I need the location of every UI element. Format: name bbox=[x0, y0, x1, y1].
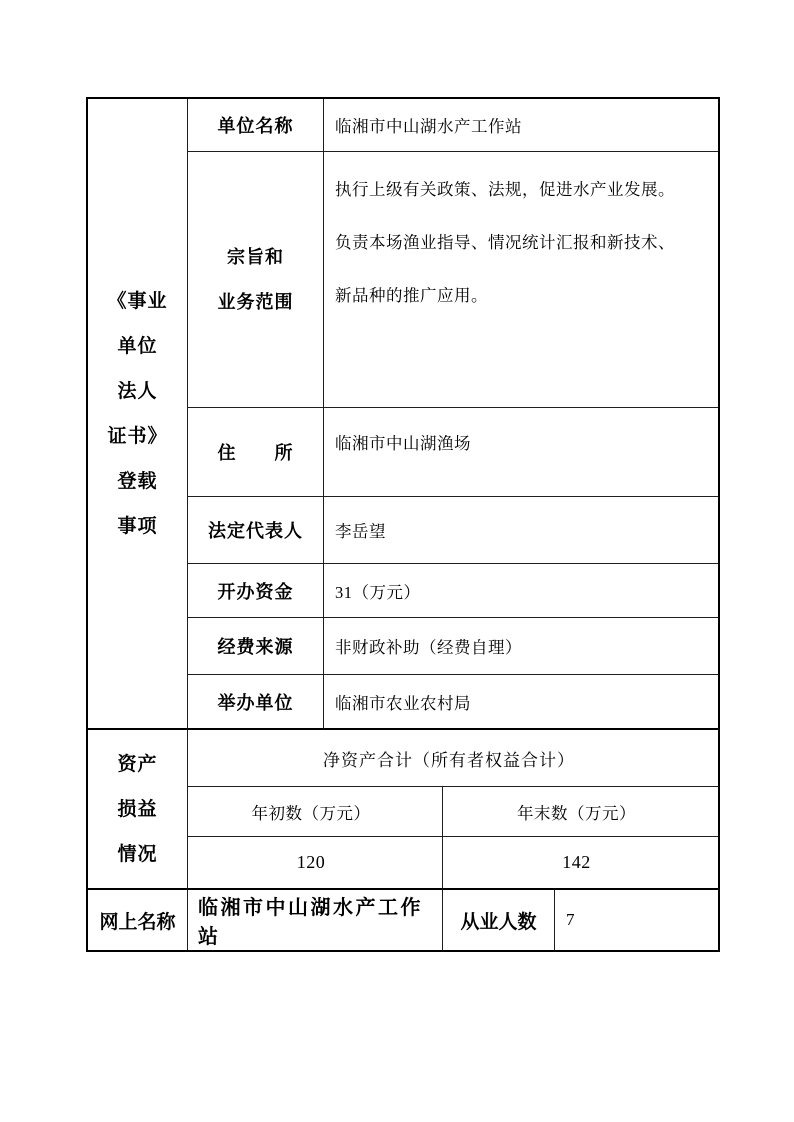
staff-count-label: 从业人数 bbox=[443, 890, 555, 950]
funding-label: 经费来源 bbox=[188, 618, 324, 675]
begin-of-year-value: 120 bbox=[188, 837, 443, 890]
online-name-value: 临湘市中山湖水产工作站 bbox=[188, 890, 443, 950]
legal-rep-value: 李岳望 bbox=[324, 497, 718, 564]
capital-value: 31（万元） bbox=[324, 564, 718, 618]
mission-label-line2: 业务范围 bbox=[217, 291, 294, 312]
assets-header-line: 情况 bbox=[117, 843, 158, 865]
mission-label bbox=[188, 152, 324, 408]
side-header-line: 事项 bbox=[117, 515, 158, 537]
end-of-year-label: 年末数（万元） bbox=[443, 787, 718, 837]
capital-label: 开办资金 bbox=[188, 564, 324, 618]
legal-rep-label: 法定代表人 bbox=[188, 497, 324, 564]
unit-name-value: 临湘市中山湖水产工作站 bbox=[324, 99, 718, 152]
net-assets-header: 净资产合计（所有者权益合计） bbox=[188, 730, 718, 787]
unit-name-label: 单位名称 bbox=[188, 99, 324, 152]
mission-label-line1: 宗旨和 bbox=[227, 246, 284, 267]
organizer-label: 举办单位 bbox=[188, 675, 324, 730]
staff-count-value: 7 bbox=[566, 910, 575, 929]
side-header-line: 登载 bbox=[117, 470, 158, 492]
registration-table bbox=[86, 97, 720, 952]
assets-side-header bbox=[88, 730, 188, 890]
mission-value-line3: 新品种的推广应用。 bbox=[335, 286, 488, 305]
mission-value-line1: 执行上级有关政策、法规，促进水产业发展。 bbox=[335, 180, 675, 199]
address-value: 临湘市中山湖渔场 bbox=[324, 408, 718, 497]
begin-of-year-label: 年初数（万元） bbox=[188, 787, 443, 837]
address-label: 住 所 bbox=[188, 408, 324, 497]
mission-value bbox=[324, 152, 718, 408]
funding-value: 非财政补助（经费自理） bbox=[324, 618, 718, 675]
side-header-line: 证书》 bbox=[107, 425, 168, 447]
assets-header-line: 资产 bbox=[117, 753, 158, 775]
mission-value-line2: 负责本场渔业指导、情况统计汇报和新技术、 bbox=[335, 233, 675, 252]
side-header-line: 单位 bbox=[117, 335, 158, 357]
assets-header-line: 损益 bbox=[117, 798, 158, 820]
end-of-year-value: 142 bbox=[443, 837, 718, 890]
side-header-line: 《事业 bbox=[107, 290, 168, 312]
organizer-value: 临湘市农业农村局 bbox=[324, 675, 718, 730]
side-header-line: 法人 bbox=[117, 380, 158, 402]
certificate-side-header bbox=[88, 99, 188, 730]
online-name-label: 网上名称 bbox=[88, 890, 188, 950]
